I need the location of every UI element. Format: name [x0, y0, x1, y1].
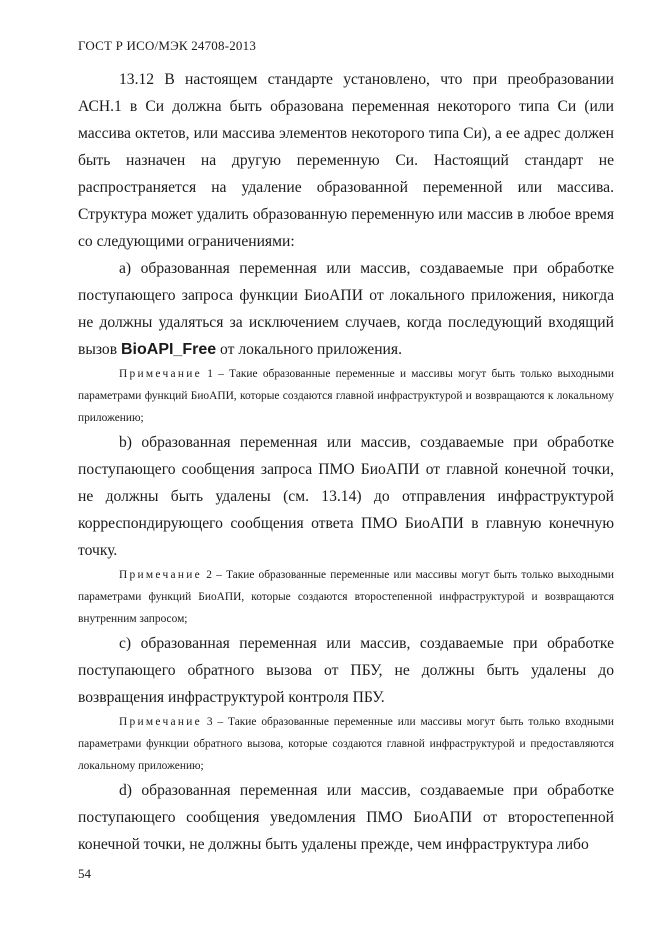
list-item-d: d) образованная переменная или массив, создаваемые при обработке поступающего сообщения уведомления ПМО БиоАПИ от второстепенной конечной точки, не должны быть удалены прежде, чем инфраструктура либо	[78, 782, 614, 853]
list-item-a-tail: от локального приложения.	[220, 341, 402, 358]
clause-13-12: 13.12 В настоящем стандарте установлено, что при преобразовании АСН.1 в Си должна быть образована переменная некоторого типа Си (или массива октетов, или массива элементов некоторого типа Си), а ее адрес должен быть назначен на другую переменную Си. Настоящий стандарт не распространяется на удаление образованной переменной или массива. Структура может удалить образованную переменную или массив в любое время со следующими ограничениями:	[78, 71, 614, 250]
page-number: 54	[78, 866, 91, 881]
note-1-label: Примечание	[119, 368, 203, 380]
note-1-text: 1 – Такие образованные переменные и массивы могут быть только выходными параметрами функций БиоАПИ, которые создаются главной инфраструктурой и возвращаются к локальному приложению;	[78, 368, 614, 424]
document-header: ГОСТ Р ИСО/МЭК 24708-2013	[78, 38, 257, 53]
note-3-text: 3 – Такие образованные переменные или массивы могут быть только входными параметрами функции обратного вызова, которые создаются главной инфраструктурой и предоставляются локальному приложению;	[78, 716, 614, 772]
note-3	[78, 711, 614, 777]
function-name: BioAPI_Free	[120, 341, 217, 358]
list-item-a	[78, 255, 614, 363]
list-item-a-text: a) образованная переменная или массив, создаваемые при обработке поступающего запроса функции БиоАПИ от локального приложения, никогда не должны удаляться за исключением случаев, когда последующий входящий вызов	[78, 260, 614, 358]
note-2	[78, 564, 614, 630]
note-1	[78, 363, 614, 429]
note-2-label: Примечание	[119, 569, 203, 581]
list-item-c: c) образованная переменная или массив, создаваемые при обработке поступающего обратного вызова от ПБУ, не должны быть удалены до возвращения инфраструктурой контроля ПБУ.	[78, 635, 614, 706]
note-3-label: Примечание	[119, 716, 203, 728]
note-2-text: 2 – Такие образованные переменные или массивы могут быть только выходными параметрами функций БиоАПИ, которые создаются второстепенной инфраструктурой и возвращаются внутренним запросом;	[78, 569, 614, 625]
list-item-b: b) образованная переменная или массив, создаваемые при обработке поступающего сообщения запроса ПМО БиоАПИ от главной конечной точки, не должны быть удалены (см. 13.14) до отправления инфраструктурой корреспондирующего сообщения ответа ПМО БиоАПИ в главную конечную точку.	[78, 434, 614, 559]
page-body	[78, 66, 614, 858]
